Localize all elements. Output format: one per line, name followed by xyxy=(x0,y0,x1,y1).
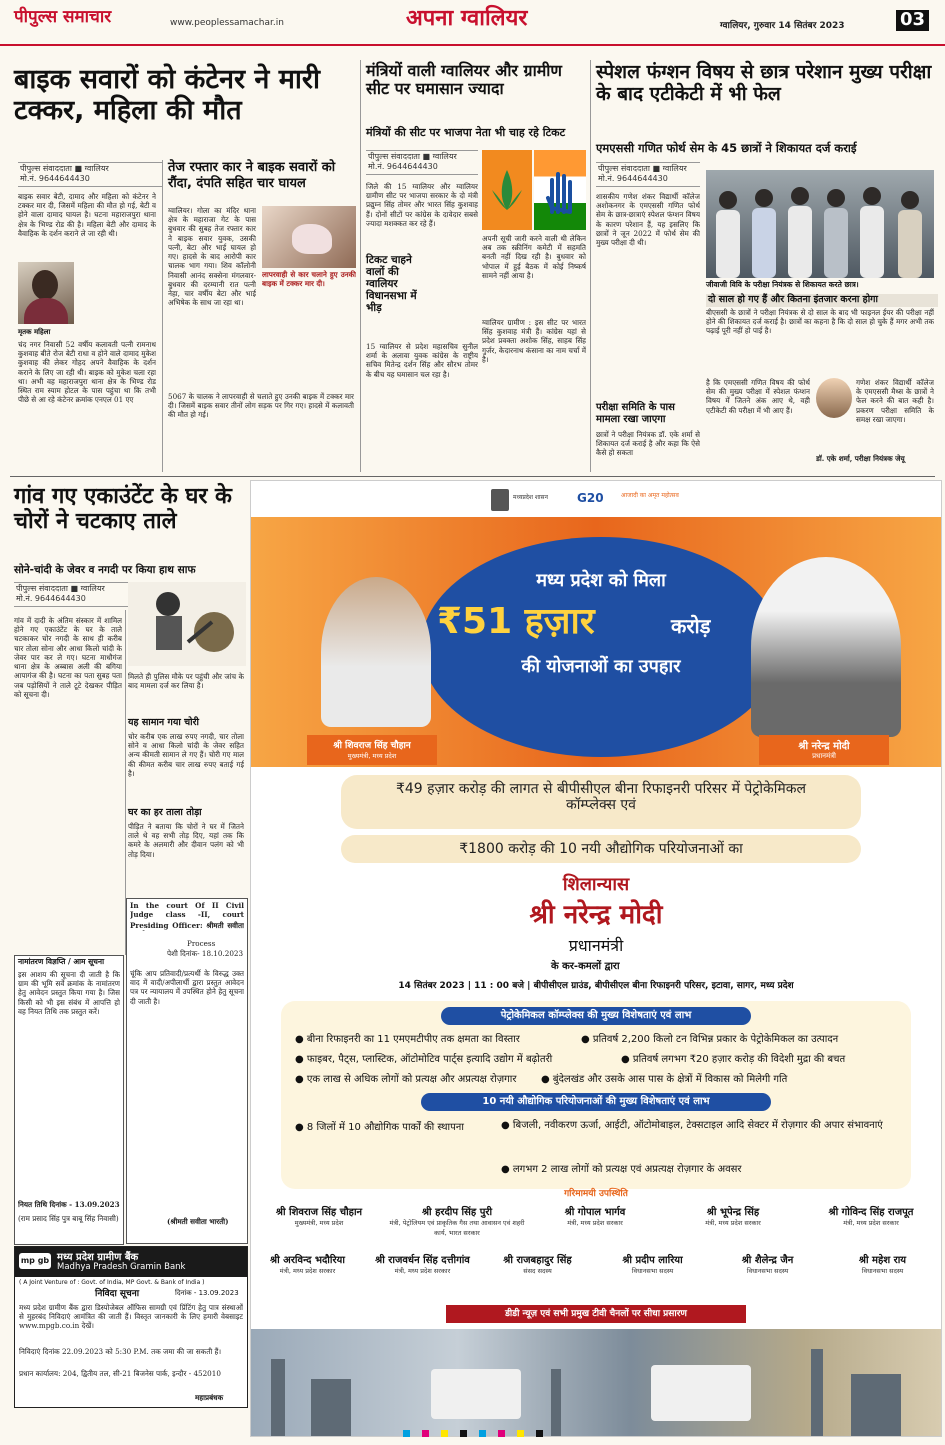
dignitary-role: विधानसभा सदस्य xyxy=(631,1267,674,1275)
court-title: In the court Of II Civil Judge class -II, court xyxy=(130,901,244,919)
feature-text: बुंदेलखंड और उसके आस पास के क्षेत्रों में विकास को मिलेगी गति xyxy=(552,1074,788,1085)
portrait-figure xyxy=(32,270,58,300)
logo-amrit: आजादी का अमृत महोत्सव xyxy=(621,492,679,499)
dignitary-name: श्री अरविन्द भदौरिया xyxy=(270,1255,345,1266)
pm-name: श्री नरेन्द्र मोदी xyxy=(798,741,850,752)
story3-box-body: बीएससी के छात्रों ने परीक्षा नियंत्रक से दो साल के बाद भी फाइनल ईयर की परीक्षा नहीं होने की शिकायत दर्ज कराई है। छात्रों का कहना है कि दो साल हो चुके हैं मगर अभी तक पढ़ाई पूरी नहीं हो पाई है। xyxy=(706,308,934,336)
project-pill-1 xyxy=(341,775,861,829)
pm-photo xyxy=(751,557,901,737)
byline-name: पीपुल्स संवाददाता ■ ग्वालियर xyxy=(598,164,687,173)
project2-text: ₹1800 करोड़ की 10 नयी औद्योगिक परियोजनाओं का xyxy=(459,841,743,857)
ad-title-unit: करोड़ xyxy=(671,614,711,638)
reg-mark xyxy=(441,1430,448,1437)
court-body: चूंकि आप प्रतिवादी/प्रत्यर्थी के विरुद्ध उक्त वाद में वादी/अपीलार्थी द्वारा प्रस्तुत आवेदन पत्र पर न्यायालय में उपस्थित होने हेतु सूचना दी जाती है। xyxy=(130,969,244,1006)
story3-body: शासकीय गणेश शंकर विद्यार्थी कॉलेज अशोकनगर के एमएससी गणित फोर्थ सेम के छात्र-छात्राएं स्पेशल फंग्शन विषय के कारण परेशान हैं, यह इसलिए कि छात्रों ने जून 2022 में फोर्थ सेम की मुख्य परीक्षा दी थी। xyxy=(596,192,700,248)
event-details: 14 सितंबर 2023 | 11 : 00 बजे | बीपीसीएल ग्राउंड, बीपीसीएल बीना रिफाइनरी परिसर, इटावा, सागर, मध्य प्रदेश xyxy=(398,981,794,991)
cm-photo xyxy=(321,577,431,727)
feature-text: बिजली, नवीकरण ऊर्जा, आईटी, ऑटोमोबाइल, टेक्सटाइल आदि सेक्टर में रोज़गार की अपार संभावनाएं xyxy=(512,1120,883,1131)
court-officer: Presiding Officer: श्रीमती सवीता xyxy=(130,921,244,930)
logo-g20: G20 xyxy=(577,491,604,505)
dignitary-role: मंत्री, मध्य प्रदेश सरकार xyxy=(843,1219,899,1227)
students-figures xyxy=(706,170,934,278)
feature-item: ● एक लाख से अधिक लोगों को प्रत्यक्ष और अप्रत्यक्ष रोज़गार xyxy=(295,1074,517,1085)
dignitary xyxy=(250,1252,365,1276)
story1-body2: चंद नगर निवासी 52 वर्षीय कलावती पत्नी रामनाथ कुशवाह बीते रोज बेटी राधा व होने वाले दामाद मुकेश कुशवाह की लेकर गोहद अपने वैवाहिक के दर्शन कराने के लिए जा रही थी। बाइक को मुकेश चला रहा था। अभी वह महाराजपुरा थाना क्षेत्र के भिण्ड रोड स्थित राम स्याम होटल के पास पहुंचा था कि तभी पीछे से आ रहे कंटेनर क्रमांक एनएल 01 एए xyxy=(18,340,156,405)
ad-title-line1: मध्य प्रदेश को मिला xyxy=(536,570,666,591)
features2-title: 10 नयी औद्योगिक परियोजनाओं की मुख्य विशेषताएं एवं लाभ xyxy=(421,1093,771,1111)
story4-body2: मिलते ही पुलिस मौके पर पहुंची और जांच के बाद मामला दर्ज कर लिया है। xyxy=(128,672,244,691)
byline-name: पीपुल्स संवाददाता ■ ग्वालियर xyxy=(20,164,109,173)
brand-logo: पीपुल्स समाचार xyxy=(14,7,112,27)
reg-mark xyxy=(517,1430,524,1437)
ad-header-logos xyxy=(491,487,701,513)
story3-box-head: दो साल हो गए हैं और कितना इंतजार करना होगा xyxy=(706,294,938,307)
reg-mark xyxy=(479,1430,486,1437)
byline-mobile: मो.नं. 9644644430 xyxy=(598,174,668,184)
story3-body2: छात्रों ने परीक्षा नियंत्रक डॉ. एके शर्मा से शिकायत दर्ज कराई है और कहा कि ऐसे कैसे हो सकता xyxy=(596,430,700,458)
dignitary-name: श्री भूपेन्द्र सिंह xyxy=(706,1207,760,1218)
party-symbols xyxy=(482,150,586,230)
portrait-body xyxy=(24,298,68,324)
story4-byline xyxy=(14,582,128,607)
public-notice xyxy=(14,955,124,1245)
bank-date: दिनांक - 13.09.2023 xyxy=(175,1289,239,1297)
dignitary-role: मुख्यमंत्री, मध्य प्रदेश xyxy=(294,1219,344,1227)
feature-item: ● फाइबर, पैट्स, प्लास्टिक, ऑटोमोटिव पार्ट्स इत्यादि उद्योग में बढ़ोतरी xyxy=(295,1054,553,1065)
court-case: Process xyxy=(187,939,216,948)
dignitary xyxy=(480,1252,595,1276)
story3-sub2: परीक्षा समिति के पास मामला रखा जाएगा xyxy=(596,402,675,425)
story3-quote-box xyxy=(816,378,934,474)
dignitary-role: मंत्री, मध्य प्रदेश सरकार xyxy=(279,1267,336,1275)
refinery-photo-strip xyxy=(251,1329,941,1436)
broadcast-banner: डीडी न्यूज़ एवं सभी प्रमुख टीवी चैनलों पर सीधा प्रसारण xyxy=(446,1305,746,1323)
hand-icon xyxy=(534,150,586,230)
bank-notice xyxy=(14,1246,248,1408)
foundation-role: प्रधानमंत्री xyxy=(568,936,624,955)
project-pill-2 xyxy=(341,835,861,863)
court-sign: (श्रीमती सवीता भारती) xyxy=(167,1217,229,1226)
dignitary-name: श्री गोविन्द सिंह राजपूत xyxy=(828,1207,914,1218)
court-notice xyxy=(126,898,248,1244)
story2-body: जिले की 15 ग्वालियर और ग्वालियर ग्रामीण सीट पर भाजपा सरकार के दो मंत्री प्रद्युम्न सिंह तोमर और भारत सिंह कुशवाह हैं। दोनों सीटों पर कांग्रेस के दावेदार सबसे ज्यादा मशक्कत कर रहे हैं। xyxy=(366,182,478,228)
feature-text: प्रतिवर्ष 2,200 किलो टन विभिन्न प्रकार के पेट्रोकेमिकल का उत्पादन xyxy=(592,1034,839,1045)
thief-illustration xyxy=(128,582,246,666)
story3-quote-sign: डॉ. एके शर्मा, परीक्षा नियंत्रक जेयू xyxy=(816,454,905,463)
bank-signatory: महाप्रबंधक xyxy=(195,1393,224,1402)
feature-text: बीना रिफाइनरी का 11 एमएमटीपीए तक क्षमता का विस्तार xyxy=(306,1034,520,1045)
official-avatar xyxy=(816,378,852,418)
court-date: पेशी दिनांक- 18.10.2023 xyxy=(167,949,244,958)
photo-detail xyxy=(292,224,332,254)
story3-headline: स्पेशल फंग्शन विषय से छात्र परेशान मुख्य परीक्षा के बाद एटीकेटी में भी फेल xyxy=(596,61,932,105)
foundation-by: श्री नरेन्द्र मोदी xyxy=(529,900,663,930)
story4-body3: चोर करीब एक लाख रुपए नगदी, चार तोला सोने व आधा किलो चांदी के जेवर सहित अन्य कीमती सामान ले गए हैं। चोरी गए माल की कीमत करीब चार लाख रुपए बताई गई है। xyxy=(128,732,244,778)
dignitary-role: विधानसभा सदस्य xyxy=(746,1267,789,1275)
bank-sub: ( A Joint Venture of : Govt. of India, MP Govt. & Bank of India ) xyxy=(19,1279,205,1286)
story4-sub3: घर का हर ताला तोड़ा xyxy=(128,807,202,818)
story4-sub-headline: सोने-चांदी के जेवर व नगदी पर किया हाथ साफ xyxy=(14,564,196,576)
notice-title: नामांतरण विज्ञप्ति / आम सूचना xyxy=(18,957,105,966)
dignitary-name: श्री हरदीप सिंह पुरी xyxy=(421,1207,493,1218)
dignitary xyxy=(595,1252,710,1276)
story3-quote: गणेश शंकर विद्यार्थी कॉलेज के एमएससी मैथ्स के छात्रों ने फेल करने की बात कही है। प्रकरण परीक्षा समिति के समक्ष रखा जाएगा। xyxy=(856,378,934,424)
feature-text: एक लाख से अधिक लोगों को प्रत्यक्ष और अप्रत्यक्ष रोज़गार xyxy=(306,1074,517,1085)
dignitary xyxy=(710,1252,825,1276)
story1-photo2-caption: लापरवाही से कार चलाने हुए उनकी बाइक में टक्कर मार दी। xyxy=(262,270,356,289)
registration-marks xyxy=(0,1430,945,1442)
cm-title: मुख्यमंत्री, मध्य प्रदेश xyxy=(347,752,397,760)
story3-sub-headline: एमएससी गणित फोर्थ सेम के 45 छात्रों ने शिकायत दर्ज कराई xyxy=(596,141,857,155)
website: www.peoplessamachar.in xyxy=(170,18,284,28)
foundation-label: शिलान्यास xyxy=(562,874,630,895)
lotus-icon xyxy=(482,150,532,230)
feature-item: ● लगभग 2 लाख लोगों को प्रत्यक्ष एवं अप्रत्यक्ष रोज़गार के अवसर xyxy=(501,1164,742,1175)
feature-item: ● बुंदेलखंड और उसके आस पास के क्षेत्रों में विकास को मिलेगी गति xyxy=(541,1074,788,1085)
project1-text: ₹49 हज़ार करोड़ की लागत से बीपीसीएल बीना रिफाइनरी परिसर में पेट्रोकेमिकल कॉम्प्लेक्स एवं xyxy=(395,781,807,814)
dignitaries-title: गरिमामयी उपस्थिति xyxy=(564,1189,628,1199)
feature-text: प्रतिवर्ष लगभग ₹20 हज़ार करोड़ की विदेशी मुद्रा की बचत xyxy=(632,1054,846,1065)
notice-date: नियत तिथि दिनांक - 13.09.2023 xyxy=(18,1200,120,1209)
dignitary xyxy=(250,1204,388,1228)
bank-logo: mp gb xyxy=(19,1253,51,1269)
story3-byline xyxy=(596,162,700,187)
dignitary-role: मंत्री, मध्य प्रदेश सरकार xyxy=(567,1219,623,1227)
story2-headline: मंत्रियों वाली ग्वालियर और ग्रामीण सीट पर घमासान ज्यादा xyxy=(366,61,562,99)
foundation-hands: के कर-कमलों द्वारा xyxy=(551,961,620,972)
dignitary xyxy=(526,1204,664,1228)
story2-pullquote: टिकट चाहने वालों की ग्वालियर विधानसभा में भीड़ xyxy=(366,254,417,315)
story1-photo-caption: मृतक महिला xyxy=(18,328,51,336)
dignitary-role: संसद सदस्य xyxy=(523,1267,552,1275)
reg-mark xyxy=(403,1430,410,1437)
dignitary xyxy=(825,1252,940,1276)
reg-mark xyxy=(498,1430,505,1437)
feature-item: ● बिजली, नवीकरण ऊर्जा, आईटी, ऑटोमोबाइल, टेक्सटाइल आदि सेक्टर में रोज़गार की अपार संभावनाएं xyxy=(501,1120,883,1131)
dignitary xyxy=(365,1252,480,1276)
notice-body: इस आशय की सूचना दी जाती है कि ग्राम की भूमि सर्वे क्रमांक के नामांतरण हेतु आवेदन प्रस्तुत किया गया है। जिस किसी को भी इस संबंध में आपत्ति हो वह नियत तिथि तक प्रस्तुत करें। xyxy=(18,970,120,1016)
feature-text: लगभग 2 लाख लोगों को प्रत्यक्ष एवं अप्रत्यक्ष रोज़गार के अवसर xyxy=(512,1164,742,1175)
story1-body: बाइक सवार बेटी, दामाद और महिला को कंटेनर ने टक्कर मार दी, जिसमें महिला की मौत हो गई, बेटी व होने वाला दामाद घायल है। घटना महाराजपुरा थाना क्षेत्र के भिण्ड रोड की है। महिला बेटी और दामाद के वैवाहिक के दर्शन कराने ले जा रही थी। xyxy=(18,192,156,238)
refinery-illustration xyxy=(251,1329,941,1436)
byline-mobile: मो.नं. 9644644430 xyxy=(368,162,438,172)
story4-sub2: यह सामान गया चोरी xyxy=(128,717,199,728)
reg-mark xyxy=(422,1430,429,1437)
feature-item: ● प्रतिवर्ष लगभग ₹20 हज़ार करोड़ की विदेशी मुद्रा की बचत xyxy=(621,1054,846,1065)
story4-body: गांव में दादी के अंतिम संस्कार में शामिल होने गए एकाउंटेंट के घर के ताले चटकाकर चोर नगदी के साथ ही करीब चार तोला सोना और आधा किलो चांदी के जेवर पार कर ले गए। घटना माधौगंज थाना क्षेत्र के अब्बास अली की बगिया आपागंज की है। घटना का पता सुबह पता जब पड़ोसियों ने ताले टूटे देखकर पीड़ित को सूचना दी। xyxy=(14,616,122,699)
story2-sub-headline: मंत्रियों की सीट पर भाजपा नेता भी चाह रहे टिकट xyxy=(366,126,566,139)
dignitary xyxy=(802,1204,940,1228)
government-ad xyxy=(250,480,942,1437)
story1-photo xyxy=(18,262,74,324)
dignitary-name: श्री महेश राय xyxy=(858,1255,907,1266)
story2-body4: ग्वालियर ग्रामीण : इस सीट पर भारत सिंह कुशवाह मंत्री हैं। कांग्रेस यहां से प्रदेश प्रवक्ता अशोक सिंह, साहब सिंह गुर्जर, केदारनाथ कंसाना का नाम चर्चा में है। xyxy=(482,318,586,364)
story1-accident-photo xyxy=(262,206,356,268)
story4-photo xyxy=(128,582,246,666)
feature-text: 8 जिलों में 10 औद्योगिक पार्कों की स्थापना xyxy=(306,1122,464,1133)
reg-mark xyxy=(460,1430,467,1437)
dignitary xyxy=(388,1204,526,1238)
feature-item: ● 8 जिलों में 10 औद्योगिक पार्कों की स्थापना xyxy=(295,1122,464,1133)
ad-title-amount: ₹51 हज़ार xyxy=(437,601,595,642)
dateline: ग्वालियर, गुरुवार 14 सितंबर 2023 xyxy=(720,21,845,31)
dignitary-name: श्री राजवर्धन सिंह दत्तीगांव xyxy=(375,1255,470,1266)
story3-photo-caption: जीवाजी विवि के परीक्षा नियंत्रक से शिकायत करते छात्र। xyxy=(706,280,859,289)
cm-name-tag xyxy=(307,735,437,765)
story1-body3: 5067 के चालक ने लापरवाही से चलाते हुए उनकी बाइक में टक्कर मार दी। जिसमें बाइक सवार तीनों लोग सड़क पर गिर गए। हादसे में कलावती की मौत हो गई। xyxy=(168,392,354,420)
bank-body: मध्य प्रदेश ग्रामीण बैंक द्वारा डिस्पोजेबल ऑफिस सामग्री एवं प्रिंटिंग हेतु पात्र संस्थाओं से मुहरबंद निविदाएं आमंत्रित की जाती हैं। विस्तृत जानकारी के लिए हमारी वेबसाइट www.mpgb.co.in देखें। xyxy=(19,1303,243,1331)
byline-name: पीपुल्स संवाददाता ■ ग्वालियर xyxy=(368,152,457,161)
bank-address: प्रधान कार्यालय: 204, द्वितीय तल, सी-21 बिजनेस पार्क, इन्दौर - 452010 xyxy=(19,1369,221,1378)
dignitary-name: श्री राजबहादुर सिंह xyxy=(503,1255,572,1266)
dignitary-name: श्री प्रदीप लारिया xyxy=(622,1255,683,1266)
story3-group-photo xyxy=(706,170,934,278)
byline-name: पीपुल्स संवाददाता ■ ग्वालियर xyxy=(16,584,105,593)
story2-body2: 15 ग्वालियर से प्रदेश महासचिव सुनील शर्मा के अलावा युवक कांग्रेस के राष्ट्रीय सचिव मितेन्द्र दर्शन सिंह और सौरभ तोमर के बीच यह घमासान चल रहा है। xyxy=(366,342,478,379)
story1-byline xyxy=(18,162,162,187)
story2-byline xyxy=(366,150,478,175)
dignitary-role: मंत्री, मध्य प्रदेश सरकार xyxy=(394,1267,451,1275)
dignitary-name: श्री शिवराज सिंह चौहान xyxy=(275,1207,363,1218)
story4-body4: पीड़ित ने बताया कि चोरों ने घर में जितने ताले थे वह सभी तोड़ दिए, यहां तक कि कमरे के अलमारी और दीवान पलंग को भी तोड़ दिया। xyxy=(128,822,244,859)
reg-mark xyxy=(536,1430,543,1437)
dignitary-role: मंत्री, मध्य प्रदेश सरकार xyxy=(705,1219,761,1227)
ad-title-line3: की योजनाओं का उपहार xyxy=(521,656,681,677)
story2-body3: अपनी सूची जारी करने वाली थी लेकिन अब तक स्क्रीनिंग कमेटी में सहमति बनती नहीं दिख रही है। बुधवार को भोपाल में हुई बैठक में कोई निष्कर्ष सामने नहीं आया है। xyxy=(482,234,586,280)
feature-item: ● प्रतिवर्ष 2,200 किलो टन विभिन्न प्रकार के पेट्रोकेमिकल का उत्पादन xyxy=(581,1034,839,1045)
bank-last-date: निविदाएं दिनांक 22.09.2023 को 5:30 P.M. तक जमा की जा सकती हैं। xyxy=(19,1347,222,1356)
dignitary-name: श्री शैलेन्द्र जैन xyxy=(741,1255,794,1266)
emblem-icon xyxy=(491,489,509,511)
page-number: 03 xyxy=(896,10,929,31)
bank-name-hi: मध्य प्रदेश ग्रामीण बैंक xyxy=(57,1252,139,1263)
story1-headline: बाइक सवारों को कंटेनर ने मारी टक्कर, महिला की मौत xyxy=(14,64,320,127)
pm-title: प्रधानमंत्री xyxy=(812,752,836,760)
pm-name-tag xyxy=(759,735,889,765)
dignitary-role: विधानसभा सदस्य xyxy=(861,1267,904,1275)
masthead xyxy=(0,0,945,46)
bank-tender-title: निविदा सूचना xyxy=(95,1289,140,1299)
logo-mp-govt: मध्यप्रदेश शासन xyxy=(513,494,548,501)
bank-name-en: Madhya Pradesh Gramin Bank xyxy=(57,1262,186,1272)
byline-mobile: मो.नं. 9644644430 xyxy=(20,174,90,184)
story3-body3: है कि एमएससी गणित विषय की फोर्थ सेम की मुख्य परीक्षा में स्पेशल फंग्शन विषय में जितने अंक आए थे, वही एटीकेटी की परीक्षा में भी आए हैं। xyxy=(706,378,810,415)
cm-name: श्री शिवराज सिंह चौहान xyxy=(333,741,411,751)
dignitary-name: श्री गोपाल भार्गव xyxy=(564,1207,626,1218)
features-box xyxy=(281,1001,911,1189)
feature-text: फाइबर, पैट्स, प्लास्टिक, ऑटोमोटिव पार्ट्स इत्यादि उद्योग में बढ़ोतरी xyxy=(306,1054,553,1065)
notice-applicant: (राम प्रसाद सिंह पुत्र बाबू सिंह निवासी) xyxy=(18,1214,119,1223)
story1-sub-body: ग्वालियर। गोला का मंदिर थाना क्षेत्र के महाराजा गेट के पास बुधवार की सुबह तेज रफ्तार कार ने बाइक सवार युवक, उसकी पत्नी, बेटा और भाई घायल हो गए। हादसे के बाद आरोपी कार चालक भाग गया। शिव कॉलोनी निवासी आनंद सक्सेना मंगलवार-बुधवार की दरम्यानी रात पत्नी नेहा, चार वर्षीय बेटा और भाई अभिषेक के साथ जा रहा था। xyxy=(168,206,256,308)
story1-sub-headline: तेज रफ्तार कार ने बाइक सवारों को रौंदा, दंपति सहित चार घायल xyxy=(168,160,336,191)
ad-hero xyxy=(251,517,941,767)
story4-headline: गांव गए एकाउंटेंट के घर के चोरों ने चटकाए ताले xyxy=(14,484,232,535)
byline-mobile: मो.नं. 9644644430 xyxy=(16,594,86,604)
feature-item: ● बीना रिफाइनरी का 11 एमएमटीपीए तक क्षमता का विस्तार xyxy=(295,1034,520,1045)
bank-header xyxy=(15,1247,247,1277)
dignitary xyxy=(664,1204,802,1228)
section-title: अपना ग्वालियर xyxy=(406,6,528,31)
dignitary-role: मंत्री, पेट्रोलियम एवं प्राकृतिक गैस तथा आवासन एवं शहरी कार्य, भारत सरकार xyxy=(389,1219,525,1237)
features1-title: पेट्रोकेमिकल कॉम्प्लेक्स की मुख्य विशेषताएं एवं लाभ xyxy=(441,1007,751,1025)
